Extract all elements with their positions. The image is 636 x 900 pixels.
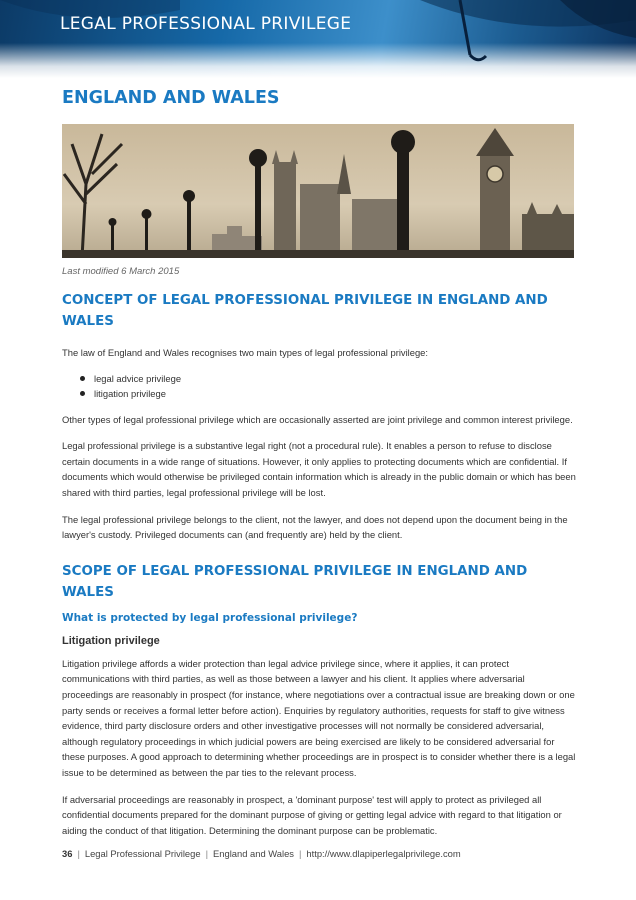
paragraph: Litigation privilege affords a wider protection than legal advice privilege since, where it applies, it can protect communications with third parties, as well as those between a lawyer and his client. It applies where adversarial proceedings are reasonably in prospect (for instance, where negotiations over a contractual issue are breaking down or one party sends or receives a formal letter before action). Enquiries by regulatory authorities, requests for staff to give witness evidence, third party disclosure orders and other investigative processes will not normally be considered adversarial, although regulatory proceedings in which judicial powers are being exercised are likely to be considered adversarial for these purposes. A good approach to determining whether proceedings are in prospect is to consider whether there is a legal issue to be determined as between the par ties to the relevant process. — [62, 657, 576, 778]
section-heading-concept: CONCEPT OF LEGAL PROFESSIONAL PRIVILEGE IN ENGLAND AND WALES — [62, 293, 548, 329]
paragraph: If adversarial proceedings are reasonably in prospect, a 'dominant purpose' test will apply to protect as privileged all confidential documents prepared for the dominant purpose of giving or getting legal advice with regard to that litigation or aiding the conduct of that litigation. Determining the dominant purpose can be problematic. — [62, 793, 562, 836]
paragraph: The legal professional privilege belongs to the client, not the lawyer, and does not depend upon the document being in the lawyer's custody. Privileged documents can (and frequently are) held by the client. — [62, 513, 568, 541]
banner-title: LEGAL PROFESSIONAL PRIVILEGE — [60, 14, 352, 34]
list-item: litigation privilege — [80, 386, 577, 401]
list-item: legal advice privilege — [80, 371, 577, 386]
footer-publication: Legal Professional Privilege — [84, 848, 201, 859]
minor-heading: Litigation privilege — [62, 634, 160, 647]
section-heading-scope: SCOPE OF LEGAL PROFESSIONAL PRIVILEGE IN ENGLAND AND WALES — [62, 563, 528, 600]
privilege-types-list — [62, 371, 577, 401]
footer-url[interactable]: http://www.dlapiperlegalprivilege.com — [306, 848, 461, 859]
intro-paragraph: The law of England and Wales recognises two main types of legal professional privilege: — [62, 347, 428, 358]
paragraph: Legal professional privilege is a substantive legal right (not a procedural rule). It enables a person to refuse to disclose certain documents in a wide range of situations. However, it only applies to protecting documents which are confidential. If documents which would otherwise be privileged contain information which is already in the public domain or which has been shared with third parties, legal professional privilege will be lost. — [62, 440, 576, 498]
umbrella-graphic — [0, 0, 636, 78]
page-number: 36 — [62, 848, 73, 859]
main-content — [62, 290, 577, 838]
paragraph: Other types of legal professional privilege which are occasionally asserted are joint privilege and common interest privilege. — [62, 413, 573, 425]
bullet-icon — [80, 391, 85, 396]
footer-separator: | — [298, 848, 302, 859]
footer-separator: | — [205, 848, 209, 859]
last-modified: Last modified 6 March 2015 — [62, 266, 180, 277]
footer-separator: | — [77, 848, 80, 859]
header-banner — [0, 0, 636, 78]
subheading: What is protected by legal professional privilege? — [62, 611, 358, 624]
page-title: ENGLAND AND WALES — [62, 88, 280, 108]
bullet-icon — [80, 376, 85, 381]
footer-chapter: England and Wales — [213, 848, 294, 859]
westminster-skyline-image — [62, 124, 574, 258]
page-footer — [62, 848, 461, 859]
